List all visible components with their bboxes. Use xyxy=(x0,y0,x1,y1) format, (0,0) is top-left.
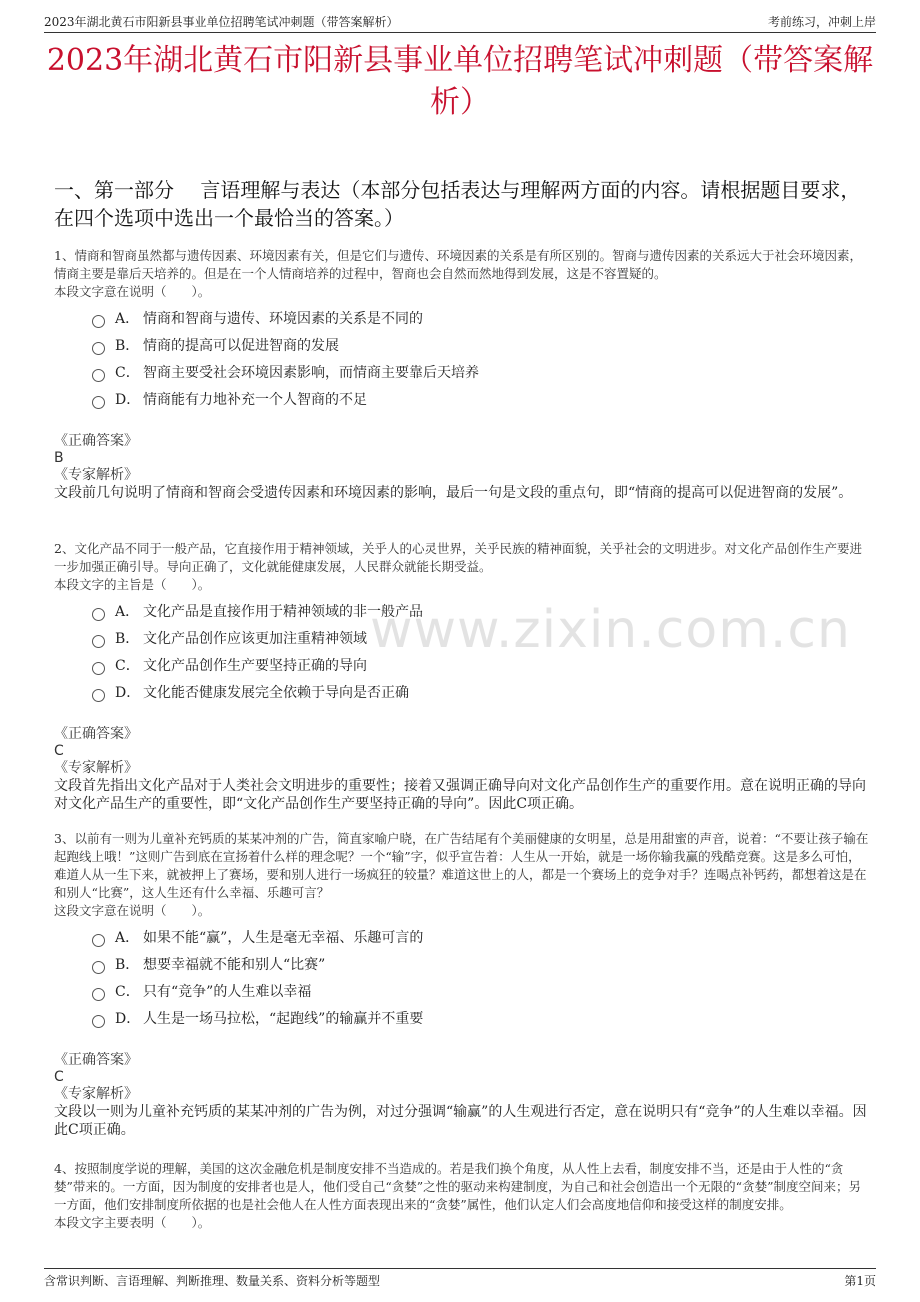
answer-label: 《正确答案》 xyxy=(54,433,138,449)
option-c[interactable] xyxy=(54,359,870,386)
answer-label: 《正确答案》 xyxy=(54,726,138,742)
radio-icon[interactable] xyxy=(92,396,105,409)
question-stem: 1、情商和智商虽然都与遗传因素、环境因素有关，但是它们与遗传、环境因素的关系是有所区别的。智商与遗传因素的关系远大于社会环境因素，情商主要是靠后天培养的。但是在一个人情商培养的过程中，智商也会自然而然地得到发展，这是不容置疑的。 xyxy=(54,248,862,281)
option-c[interactable] xyxy=(54,978,870,1005)
section-heading: 一、第一部分 言语理解与表达（本部分包括表达与理解两方面的内容。请根据题目要求，在四个选项中选出一个最恰当的答案。） xyxy=(54,178,861,230)
option-text: 文化产品是直接作用于精神领域的非一般产品 xyxy=(143,603,423,620)
question-prompt: 这段文字意在说明（ ）。 xyxy=(54,903,211,918)
option-text: 情商能有力地补充一个人智商的不足 xyxy=(143,391,367,408)
analysis-text: 文段以一则为儿童补充钙质的某某冲剂的广告为例，对过分强调“输赢”的人生观进行否定，意在说明只有“竞争”的人生难以幸福。因此C项正确。 xyxy=(54,1104,867,1138)
option-letter: B． xyxy=(115,956,140,973)
question-stem: 3、以前有一则为儿童补充钙质的某某冲剂的广告，简直家喻户晓，在广告结尾有个美丽健康的女明星，总是用甜蜜的声音，说着：“不要让孩子输在起跑线上哦！”这则广告到底在宣扬着什么样的理念呢？一个“输”字，似乎宣告着：人生从一开始，就是一场你输我赢的残酷竞赛。这是多么可怕，难道人从一生下来，就被押上了赛场，要和别人进行一场疯狂的较量？难道这世上的人，都是一个赛场上的竞争对手？连喝点补钙药，都想着这是在和别人“比赛”，这人生还有什么幸福、乐趣可言？ xyxy=(54,831,869,900)
page-number: 第1页 xyxy=(844,1273,876,1288)
option-letter: A． xyxy=(115,310,140,327)
option-a[interactable] xyxy=(54,598,870,625)
option-letter: B． xyxy=(115,630,140,647)
question-stem: 4、按照制度学说的理解，美国的这次金融危机是制度安排不当造成的。若是我们换个角度，从人性上去看，制度安排不当，还是由于人性的“贪婪”带来的。一方面，因为制度的安排者也是人，他们受自己“贪婪”之性的驱动来构建制度，为自己和社会创造出一个无限的“贪婪”制度空间来；另一方面，他们安排制度所依据的也是社会他人在人性方面表现出来的“贪婪”属性，他们认定人们会高度地信仰和接受这样的制度安排。 xyxy=(54,1161,861,1212)
option-c[interactable] xyxy=(54,652,870,679)
option-text: 文化产品创作应该更加注重精神领域 xyxy=(143,630,367,647)
radio-icon[interactable] xyxy=(92,315,105,328)
option-letter: C． xyxy=(115,657,140,674)
option-a[interactable] xyxy=(54,924,870,951)
radio-icon[interactable] xyxy=(92,662,105,675)
options xyxy=(54,924,870,1032)
analysis-text: 文段前几句说明了情商和智商会受遗传因素和环境因素的影响，最后一句是文段的重点句，即“情商的提高可以促进智商的发展”。 xyxy=(54,485,853,501)
option-letter: D． xyxy=(115,684,141,701)
option-b[interactable] xyxy=(54,625,870,652)
radio-icon[interactable] xyxy=(92,608,105,621)
question-prompt: 本段文字主要表明（ ）。 xyxy=(54,1215,211,1230)
question-prompt: 本段文字的主旨是（ ）。 xyxy=(54,577,211,592)
option-text: 智商主要受社会环境因素影响，而情商主要靠后天培养 xyxy=(143,364,479,381)
page-header xyxy=(44,10,876,33)
option-text: 想要幸福就不能和别人“比赛” xyxy=(143,956,326,973)
analysis-label: 《专家解析》 xyxy=(54,1086,138,1102)
analysis-text: 文段首先指出文化产品对于人类社会文明进步的重要性；接着又强调正确导向对文化产品创作生产的重要作用。意在说明正确的导向对文化产品生产的重要性，即“文化产品创作生产要坚持正确的导向”。因此C项正确。 xyxy=(54,778,866,812)
question-3 xyxy=(54,830,870,1139)
radio-icon[interactable] xyxy=(92,689,105,702)
option-b[interactable] xyxy=(54,332,870,359)
radio-icon[interactable] xyxy=(92,934,105,947)
radio-icon[interactable] xyxy=(92,1015,105,1028)
watermark: www.zixin.com.cn xyxy=(370,600,851,660)
question-stem: 2、文化产品不同于一般产品，它直接作用于精神领域，关乎人的心灵世界，关乎民族的精神面貌，关乎社会的文明进步。对文化产品创作生产要进一步加强正确引导。导向正确了，文化就能健康发展，人民群众就能长期受益。 xyxy=(54,541,862,574)
option-a[interactable] xyxy=(54,305,870,332)
question-prompt: 本段文字意在说明（ ）。 xyxy=(54,284,211,299)
radio-icon[interactable] xyxy=(92,342,105,355)
option-text: 情商和智商与遗传、环境因素的关系是不同的 xyxy=(143,310,423,327)
header-title: 2023年湖北黄石市阳新县事业单位招聘笔试冲刺题（带答案解析） xyxy=(44,14,399,29)
radio-icon[interactable] xyxy=(92,961,105,974)
option-letter: A． xyxy=(115,929,140,946)
answer-value: B xyxy=(54,450,64,466)
options xyxy=(54,305,870,413)
question-2 xyxy=(54,540,870,813)
answer-value: C xyxy=(54,743,64,759)
radio-icon[interactable] xyxy=(92,369,105,382)
document-title: 2023年湖北黄石市阳新县事业单位招聘笔试冲刺题（带答案解析） xyxy=(46,43,874,120)
option-text: 文化产品创作生产要坚持正确的导向 xyxy=(143,657,367,674)
answer-value: C xyxy=(54,1069,64,1085)
option-letter: C． xyxy=(115,983,140,1000)
option-d[interactable] xyxy=(54,386,870,413)
analysis-label: 《专家解析》 xyxy=(54,467,138,483)
option-text: 情商的提高可以促进智商的发展 xyxy=(143,337,339,354)
page-footer xyxy=(44,1268,876,1291)
option-text: 文化能否健康发展完全依赖于导向是否正确 xyxy=(143,684,409,701)
option-text: 人生是一场马拉松，“起跑线”的输赢并不重要 xyxy=(143,1010,424,1027)
option-letter: D． xyxy=(115,1010,141,1027)
header-slogan: 考前练习，冲刺上岸 xyxy=(767,14,876,29)
radio-icon[interactable] xyxy=(92,988,105,1001)
option-d[interactable] xyxy=(54,1005,870,1032)
radio-icon[interactable] xyxy=(92,635,105,648)
option-letter: D． xyxy=(115,391,141,408)
option-letter: B． xyxy=(115,337,140,354)
option-b[interactable] xyxy=(54,951,870,978)
option-letter: C． xyxy=(115,364,140,381)
option-text: 只有“竞争”的人生难以幸福 xyxy=(143,983,312,1000)
answer-label: 《正确答案》 xyxy=(54,1052,138,1068)
analysis-label: 《专家解析》 xyxy=(54,760,138,776)
options xyxy=(54,598,870,706)
option-d[interactable] xyxy=(54,679,870,706)
question-4 xyxy=(54,1160,870,1232)
footer-note: 含常识判断、言语理解、判断推理、数量关系、资料分析等题型 xyxy=(44,1273,381,1288)
option-text: 如果不能“赢”，人生是毫无幸福、乐趣可言的 xyxy=(143,929,424,946)
option-letter: A． xyxy=(115,603,140,620)
question-1 xyxy=(54,247,870,502)
